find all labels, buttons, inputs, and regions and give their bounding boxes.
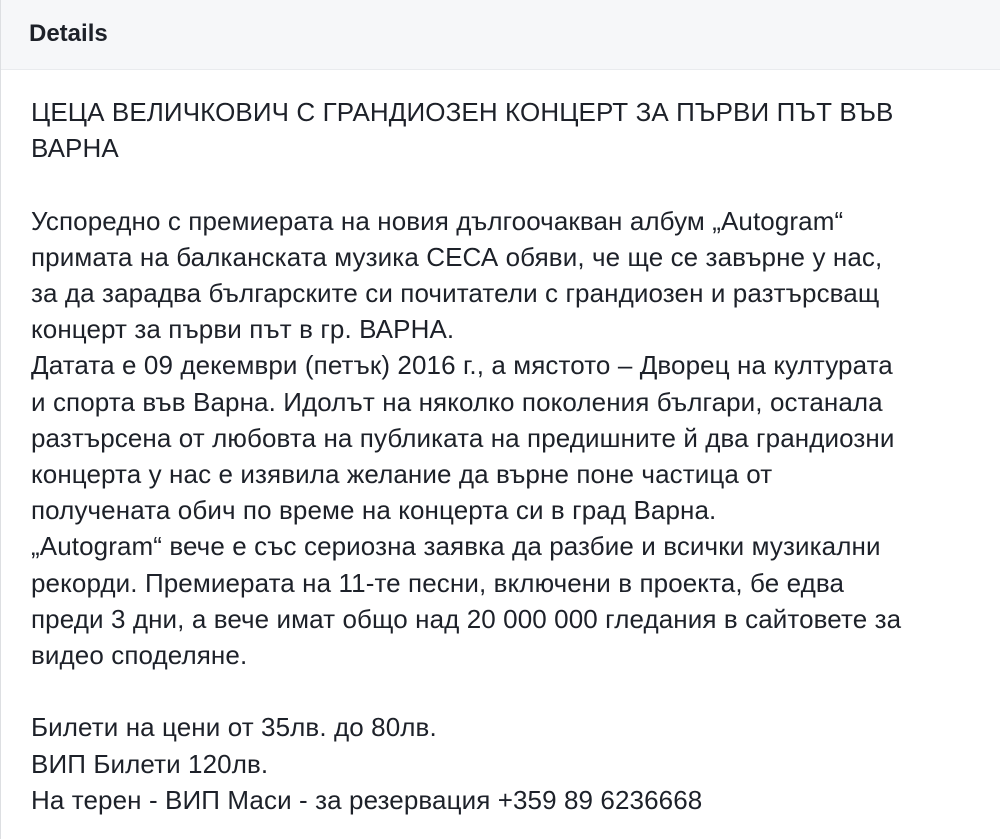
body-line: разтърсена от любовта на публиката на предишните й два грандиозни xyxy=(31,422,895,453)
ticket-info xyxy=(31,709,972,818)
body-line: видео споделяне. xyxy=(31,640,248,671)
body-line: и спорта във Варна. Идолът на няколко поколения българи, останала xyxy=(31,386,883,417)
ticket-price-line: Билети на цени от 35лв. до 80лв. xyxy=(31,712,437,743)
body-line: концерт за първи път в гр. ВАРНА. xyxy=(31,314,455,345)
body-text xyxy=(31,203,972,674)
details-header xyxy=(1,0,1000,70)
body-line: Датата е 09 декември (петък) 2016 г., а мястото – Дворец на културата xyxy=(31,350,893,381)
body-line: рекорди. Премиерата на 11-те песни, включени в проекта, бе едва xyxy=(31,567,845,598)
details-description xyxy=(1,70,1000,818)
body-line: концерта у нас е изявила желание да върне поне частица от xyxy=(31,459,773,490)
body-line: за да зарадва българските си почитатели с грандиозен и разтърсващ xyxy=(31,278,880,308)
headline-line: ЦЕЦА ВЕЛИЧКОВИЧ С ГРАНДИОЗЕН КОНЦЕРТ ЗА ПЪРВИ ПЪТ ВЪВ xyxy=(31,97,894,127)
body-line: примата на балканската музика СЕСА обяви, че ще се завърне у нас, xyxy=(31,241,883,272)
headline-line: ВАРНА xyxy=(31,133,119,164)
body-line: Успоредно с премиерата на новия дългоочакван албум „Autogram“ xyxy=(31,205,844,236)
body-line: „Autogram“ вече е със сериозна заявка да разбие и всички музикални xyxy=(31,531,881,562)
body-line: получената обич по време на концерта си в град Варна. xyxy=(31,495,717,526)
details-title: Details xyxy=(29,20,108,47)
vip-ticket-line: ВИП Билети 120лв. xyxy=(31,748,269,779)
body-line: преди 3 дни, а вече имат общо над 20 000 000 гледания в сайтовете за xyxy=(31,603,902,634)
reservation-line: На терен - ВИП Маси - за резервация +359 89 6236668 xyxy=(31,784,703,815)
headline xyxy=(31,94,972,166)
paragraph-break xyxy=(31,166,972,202)
paragraph-break xyxy=(31,673,972,709)
